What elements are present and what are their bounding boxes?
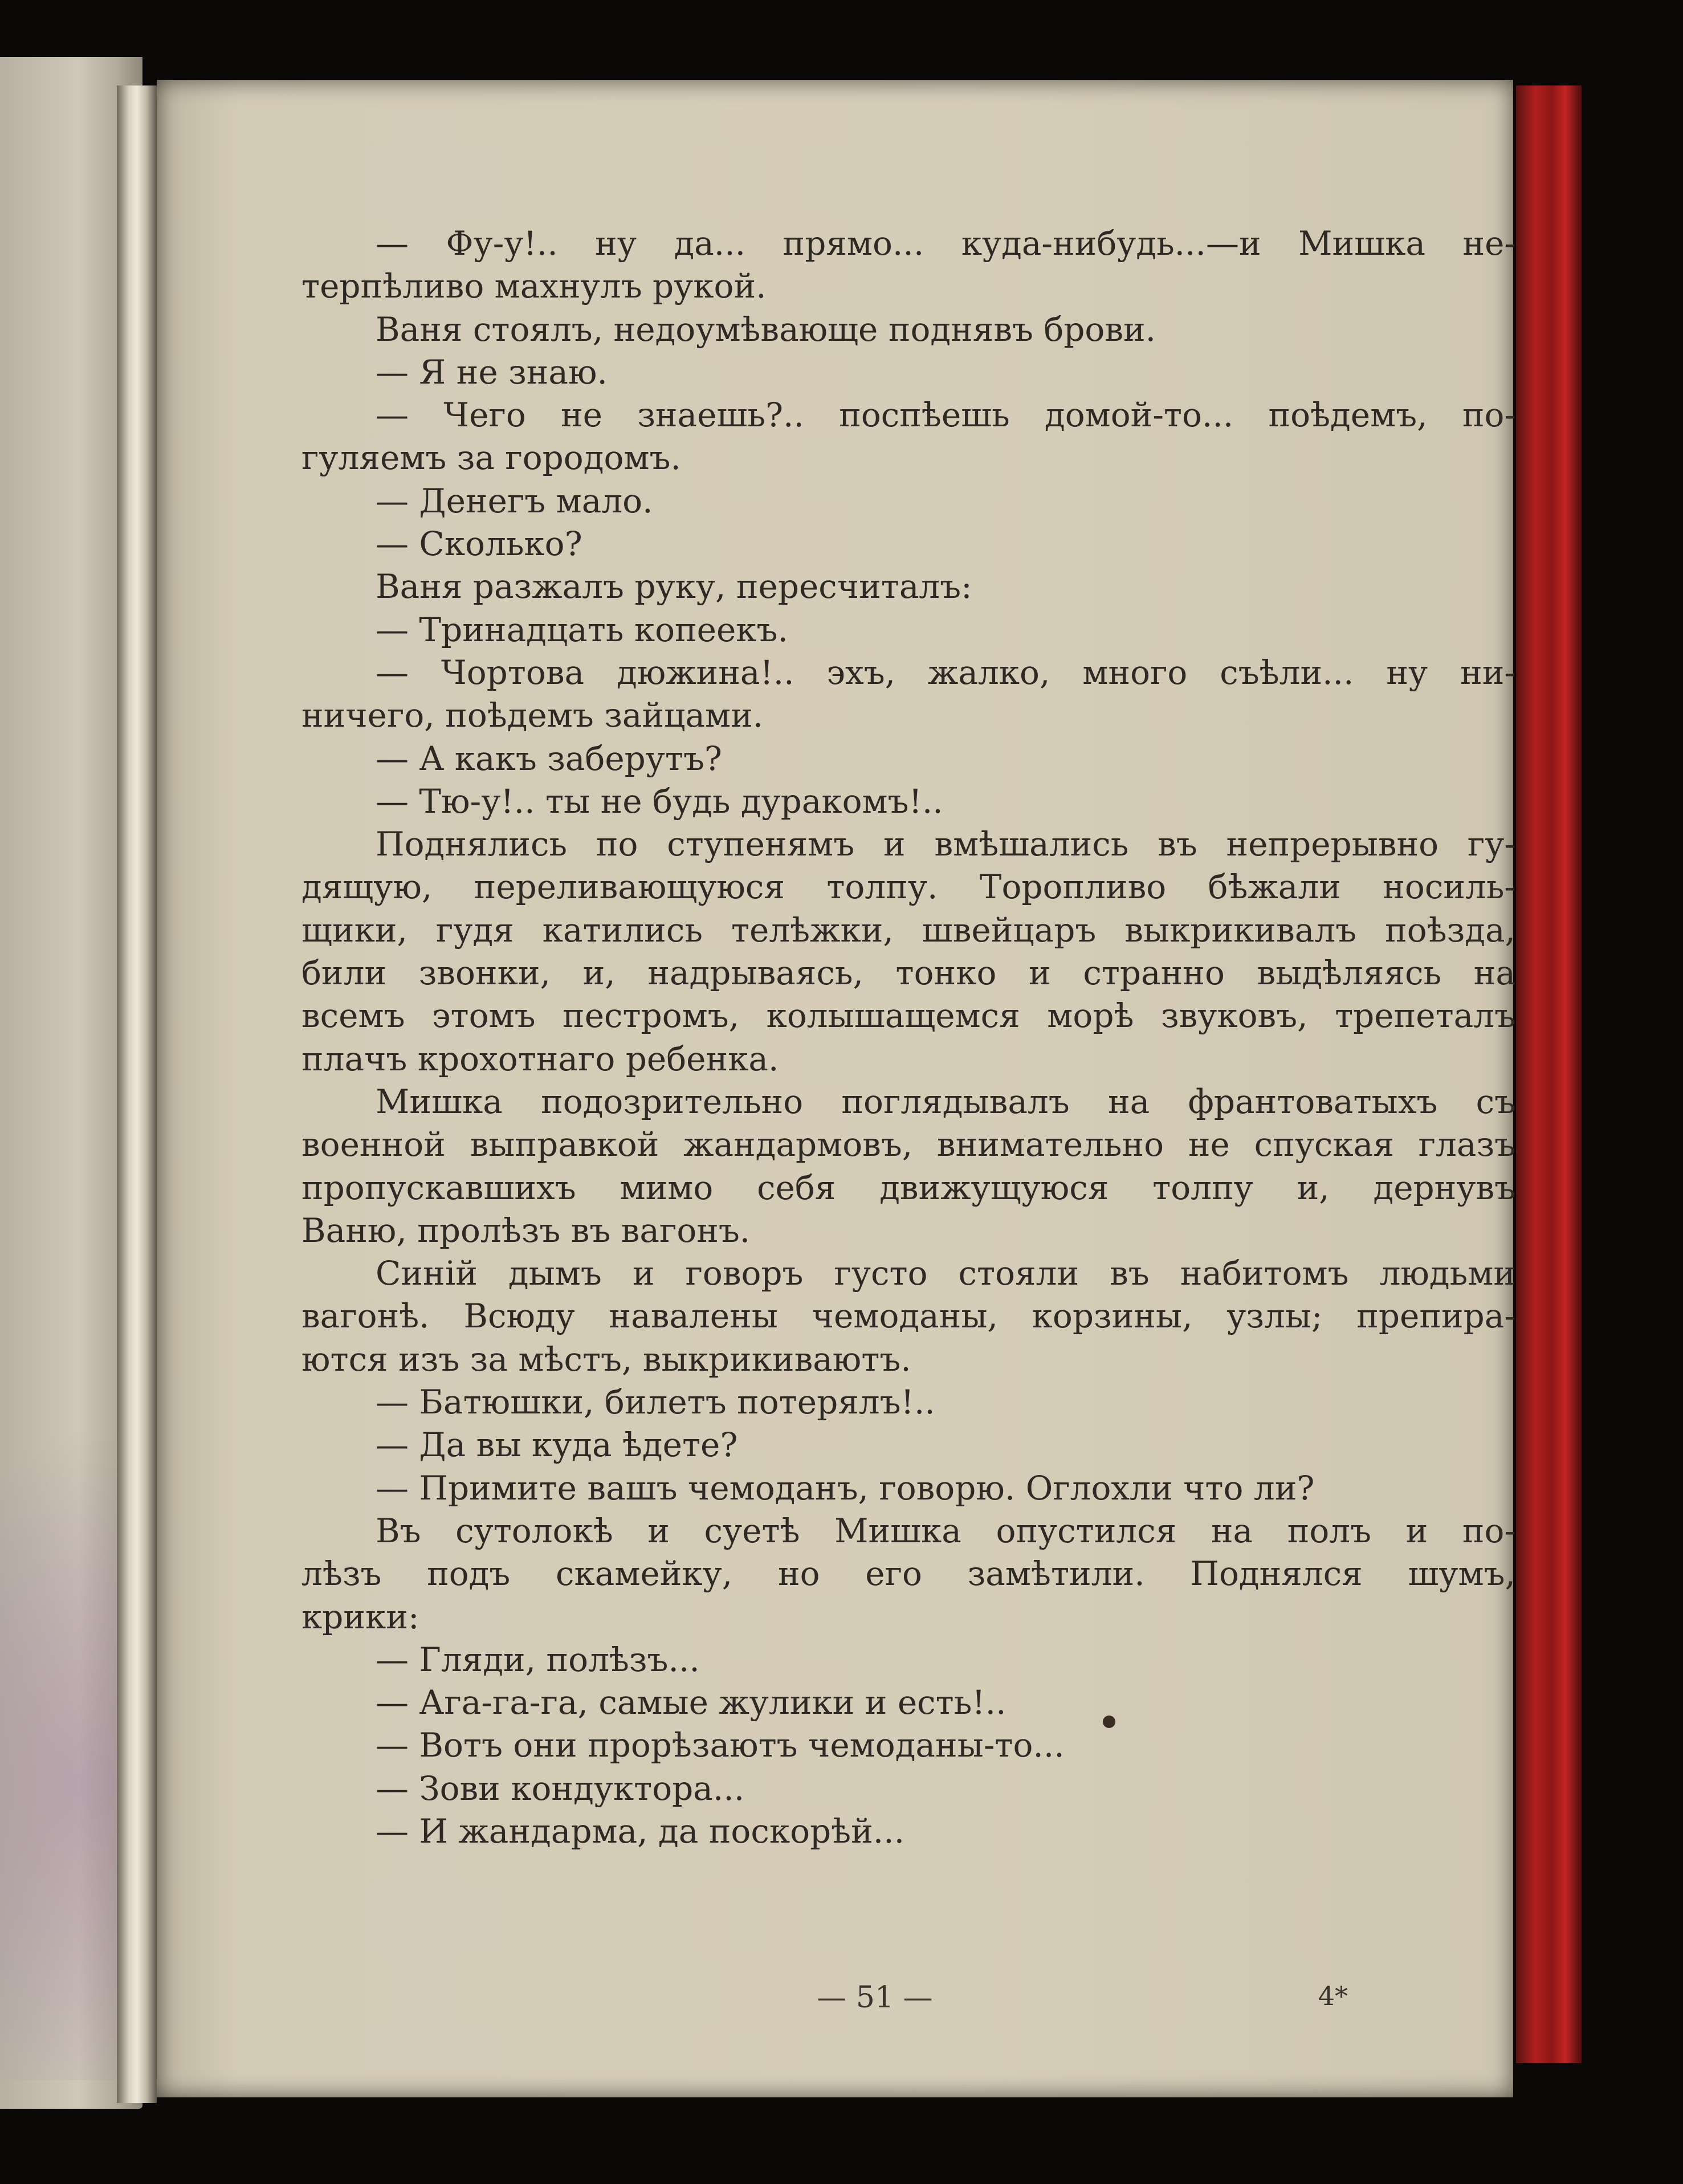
- text-line: — Денегъ мало.: [376, 481, 653, 520]
- text-line: — Вотъ они прорѣзаютъ чемоданы-то...: [376, 1726, 1065, 1765]
- text-line: вагонѣ. Всюду навалены чемоданы, корзины, узлы; препира-: [301, 1297, 1515, 1336]
- text-line: — Батюшки, билетъ потерялъ!..: [376, 1383, 935, 1422]
- text-line: — Да вы куда ѣдете?: [376, 1425, 738, 1465]
- text-line: гуляемъ за городомъ.: [301, 438, 681, 478]
- signature-mark: 4*: [1318, 1981, 1348, 2011]
- text-line: Ваню, пролѣзъ въ вагонъ.: [301, 1211, 751, 1250]
- text-line: — Чортова дюжина!.. эхъ, жалко, много съѣли... ну ни-: [376, 653, 1515, 692]
- text-line: — Сколько?: [376, 524, 582, 564]
- ink-speck: [1103, 1716, 1115, 1728]
- text-line: Ваня разжалъ руку, пересчиталъ:: [376, 567, 972, 606]
- text-line: терпѣливо махнулъ рукой.: [301, 267, 767, 306]
- text-line: — Тринадцать копеекъ.: [376, 610, 788, 649]
- text-line: пропускавшихъ мимо себя движущуюся толпу и, дернувъ: [301, 1168, 1515, 1207]
- text-line: — Ага-га-га, самые жулики и есть!..: [376, 1683, 1006, 1722]
- text-line: — И жандарма, да поскорѣй...: [376, 1811, 905, 1851]
- body-text: [301, 222, 1515, 1853]
- text-line: плачъ крохотнаго ребенка.: [301, 1039, 779, 1078]
- text-line: щики, гудя катились телѣжки, швейцаръ выкрикивалъ поѣзда,: [301, 910, 1515, 950]
- text-line: — Примите вашъ чемоданъ, говорю. Оглохли что ли?: [376, 1468, 1315, 1507]
- text-line: — Зови кондуктора...: [376, 1769, 745, 1808]
- text-line: — А какъ заберутъ?: [376, 739, 723, 778]
- text-line: — Чего не знаешь?.. поспѣешь домой-то... поѣдемъ, по-: [376, 396, 1515, 435]
- text-line: — Гляди, полѣзъ...: [376, 1640, 700, 1679]
- text-line: Ваня стоялъ, недоумѣвающе поднявъ брови.: [376, 309, 1156, 349]
- text-line: лѣзъ подъ скамейку, но его замѣтили. Поднялся шумъ,: [301, 1554, 1515, 1594]
- book-cover-edge: [1516, 85, 1582, 2063]
- text-line: Поднялись по ступенямъ и вмѣшались въ непрерывно гу-: [376, 825, 1515, 864]
- text-line: Мишка подозрительно поглядывалъ на франтоватыхъ съ: [376, 1082, 1515, 1121]
- text-line: военной выправкой жандармовъ, внимательно не спуская глазъ: [301, 1125, 1515, 1164]
- text-line: Синій дымъ и говоръ густо стояли въ набитомъ людьми: [376, 1254, 1515, 1293]
- text-line: всемъ этомъ пестромъ, колышащемся морѣ звуковъ, трепеталъ: [301, 996, 1515, 1036]
- text-line: — Я не знаю.: [376, 352, 608, 392]
- book-page: [157, 80, 1513, 2097]
- text-line: ничего, поѣдемъ зайцами.: [301, 696, 764, 735]
- text-line: дящую, переливающуюся толпу. Торопливо бѣжали носиль-: [301, 867, 1515, 907]
- text-line: Въ сутолокѣ и суетѣ Мишка опустился на полъ и по-: [376, 1511, 1515, 1550]
- text-line: били звонки, и, надрываясь, тонко и странно выдѣляясь на: [301, 954, 1515, 993]
- page-number: — 51 —: [817, 1981, 933, 2015]
- text-line: крики:: [301, 1597, 419, 1636]
- book-gutter: [117, 85, 157, 2103]
- text-line: — Фу-у!.. ну да... прямо... куда-нибудь...—и Мишка не-: [376, 224, 1515, 263]
- text-line: — Тю-у!.. ты не будь дуракомъ!..: [376, 781, 943, 821]
- text-line: ются изъ за мѣстъ, выкрикиваютъ.: [301, 1339, 911, 1379]
